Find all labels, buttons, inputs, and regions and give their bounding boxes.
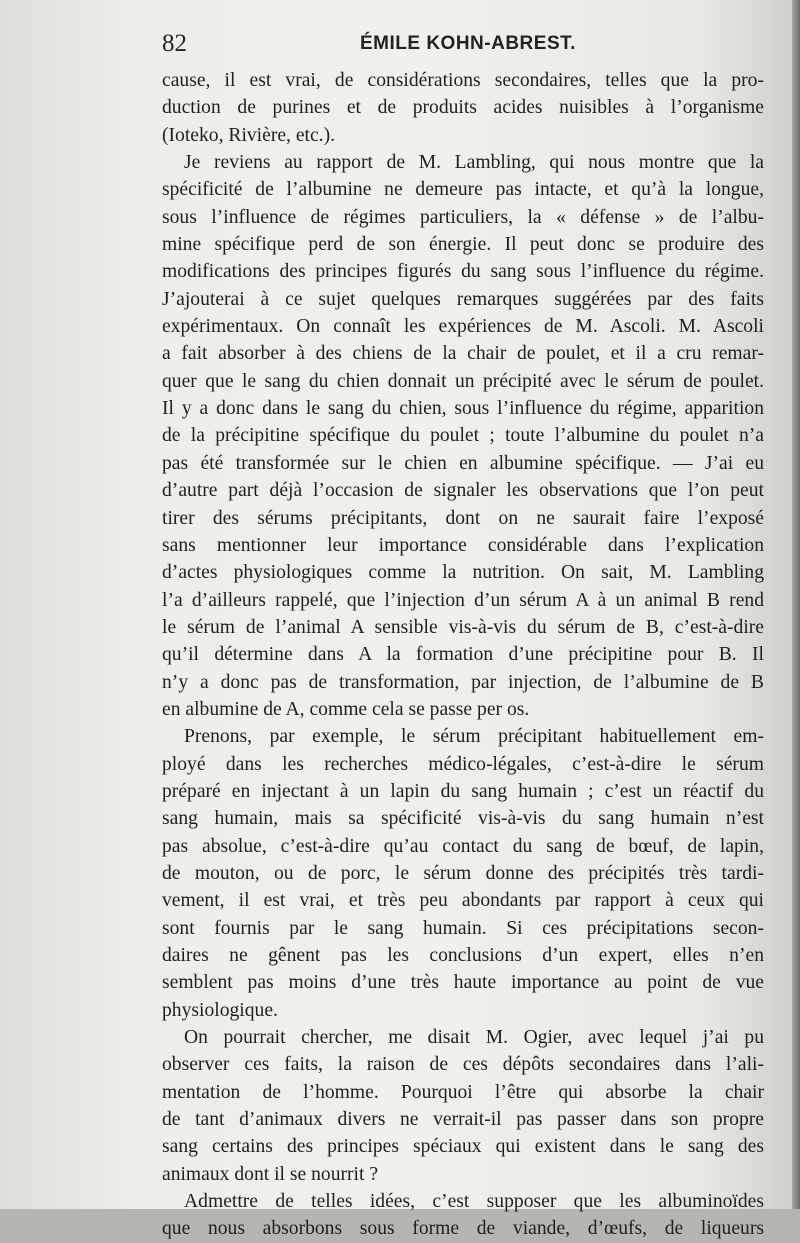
page-edge-shadow [792, 0, 800, 1209]
text-line: pas absolue, c’est-à-dire qu’au contact du sang de bœuf, de lapin, [162, 835, 764, 857]
text-line: quer que le sang du chien donnait un précipité avec le sérum de poulet. [162, 370, 764, 392]
text-line: spécificité de l’albumine ne demeure pas intacte, et qu’à la longue, [162, 179, 764, 201]
text-line: modifications des principes figurés du sang sous l’influence du régime. [162, 261, 764, 283]
text-line: d’autre part déjà l’occasion de signaler les observations que l’on peut [162, 480, 764, 502]
text-line: ployé dans les recherches médico-légales, c’est-à-dire le sérum [162, 753, 764, 775]
text-line: a fait absorber à des chiens de la chair de poulet, et il a cru remar- [162, 343, 764, 365]
text-line: daires ne gênent pas les conclusions d’un expert, elles n’en [162, 945, 764, 966]
text-line: que nous absorbons sous forme de viande, d’œufs, de liqueurs [162, 1218, 764, 1240]
text-line: préparé en injectant à un lapin du sang humain ; c’est un réactif du [162, 780, 764, 802]
text-line: semblent pas moins d’une très haute importance au point de vue [162, 972, 764, 994]
text-line: sous l’influence de régimes particuliers, la « défense » de l’albu- [162, 206, 764, 228]
body-text [162, 67, 764, 1243]
running-title: ÉMILE KOHN-ABREST. [360, 33, 576, 54]
text-line: vement, il est vrai, et très peu abondants par rapport à ceux qui [162, 890, 764, 912]
text-line: Je reviens au rapport de M. Lambling, qui nous montre que la [184, 152, 764, 174]
text-line: Il y a donc dans le sang du chien, sous l’influence du régime, apparition [162, 398, 764, 420]
text-line: Admettre de telles idées, c’est supposer que les albuminoïdes [184, 1191, 764, 1213]
text-line: le sérum de l’animal A sensible vis-à-vis du sérum de B, c’est-à-dire [162, 616, 764, 638]
text-line: l’a d’ailleurs rappelé, que l’injection d’un sérum A à un animal B rend [162, 589, 764, 611]
text-line: n’y a donc pas de transformation, par injection, de l’albumine de B [162, 671, 764, 693]
text-line: J’ajouterai à ce sujet quelques remarques suggérées par des faits [162, 288, 764, 310]
page-number: 82 [162, 30, 187, 57]
text-line: cause, il est vrai, de considérations secondaires, telles que la pro- [162, 70, 764, 91]
text-line: d’actes physiologiques comme la nutrition. On sait, M. Lambling [162, 562, 764, 584]
text-line: expérimentaux. On connaît les expériences de M. Ascoli. M. Ascoli [162, 316, 764, 338]
text-line: sang certains des principes spéciaux qui existent dans le sang des [162, 1136, 764, 1158]
text-line: mentation de l’homme. Pourquoi l’être qui absorbe la chair [162, 1081, 764, 1103]
text-line: qu’il détermine dans A la formation d’une précipitine pour B. Il [162, 644, 764, 666]
text-line: tirer des sérums précipitants, dont on ne saurait faire l’exposé [162, 507, 764, 529]
text-line: animaux dont il se nourrit ? [162, 1163, 379, 1185]
text-line: sont fournis par le sang humain. Si ces précipitations secon- [162, 917, 764, 939]
text-line: On pourrait chercher, me disait M. Ogier, avec lequel j’ai pu [184, 1027, 764, 1049]
text-line: pas été transformée sur le chien en albumine spécifique. — J’ai eu [162, 452, 764, 474]
text-line: de la précipitine spécifique du poulet ; toute l’albumine du poulet n’a [162, 425, 764, 447]
text-line: (Ioteko, Rivière, etc.). [162, 124, 336, 146]
text-line: de mouton, ou de porc, le sérum donne des précipités très tardi- [162, 862, 764, 884]
text-line: observer ces faits, la raison de ces dépôts secondaires dans l’ali- [162, 1054, 764, 1076]
text-line: Prenons, par exemple, le sérum précipitant habituellement em- [184, 726, 764, 748]
text-line: sans mentionner leur importance considérable dans l’explication [162, 534, 764, 556]
text-line: duction de purines et de produits acides nuisibles à l’organisme [162, 97, 764, 119]
text-line: physiologique. [162, 999, 278, 1021]
text-line: mine spécifique perd de son énergie. Il peut donc se produire des [162, 234, 764, 256]
text-line: sang humain, mais sa spécificité vis-à-vis du sang humain n’est [162, 808, 764, 830]
text-line: en albumine de A, comme cela se passe per os. [162, 698, 530, 720]
text-line: de tant d’animaux divers ne verrait-il pas passer dans son propre [162, 1109, 764, 1131]
page-header [162, 30, 582, 62]
